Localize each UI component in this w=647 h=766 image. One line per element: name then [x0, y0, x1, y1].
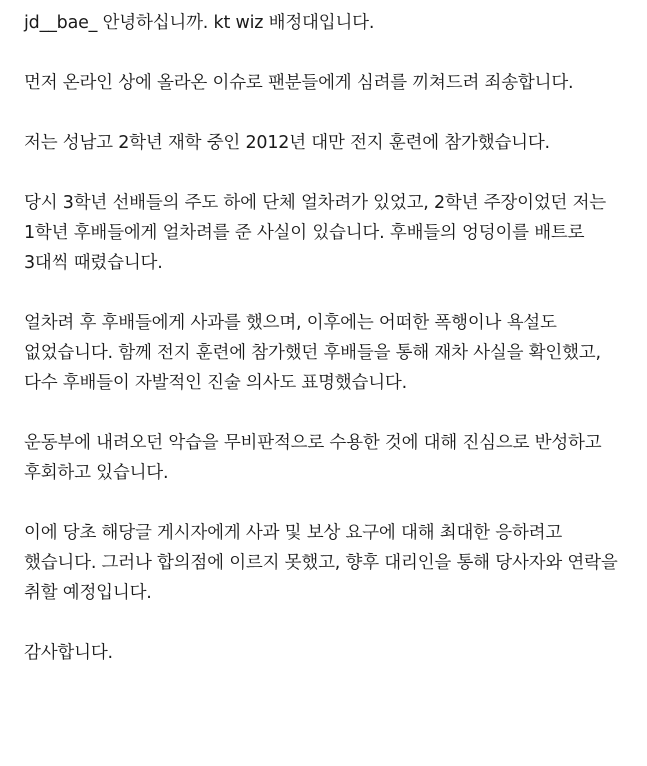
- post-body: [24, 8, 634, 668]
- post-paragraph-reflection: 운동부에 내려오던 악습을 무비판적으로 수용한 것에 대해 진심으로 반성하고 후회하고 있습니다.: [24, 433, 602, 483]
- post-paragraph-closing: 감사합니다.: [24, 643, 113, 663]
- post-paragraph-compensation: 이에 당초 해당글 게시자에게 사과 및 보상 요구에 대해 최대한 응하려고 했습니다. 그러나 합의점에 이르지 못했고, 향후 대리인을 통해 당사자와 연락을 취할 예정입니다.: [24, 523, 618, 603]
- post-paragraph-greeting: jd__bae_ 안녕하십니까. kt wiz 배정대입니다.: [24, 13, 375, 33]
- post-paragraph-incident: 당시 3학년 선배들의 주도 하에 단체 얼차려가 있었고, 2학년 주장이었던 저는 1학년 후배들에게 얼차려를 준 사실이 있습니다. 후배들의 엉덩이를 배트로 3대씩 때렸습니다.: [24, 193, 607, 273]
- post-paragraph-aftermath: 얼차려 후 후배들에게 사과를 했으며, 이후에는 어떠한 폭행이나 욕설도 없었습니다. 함께 전지 훈련에 참가했던 후배들을 통해 재차 사실을 확인했고, 다수 후배들이 자발적인 진술 의사도 표명했습니다.: [24, 313, 601, 393]
- post-paragraph-apology: 먼저 온라인 상에 올라온 이슈로 팬분들에게 심려를 끼쳐드려 죄송합니다.: [24, 73, 574, 93]
- post-paragraph-background: 저는 성남고 2학년 재학 중인 2012년 대만 전지 훈련에 참가했습니다.: [24, 133, 550, 153]
